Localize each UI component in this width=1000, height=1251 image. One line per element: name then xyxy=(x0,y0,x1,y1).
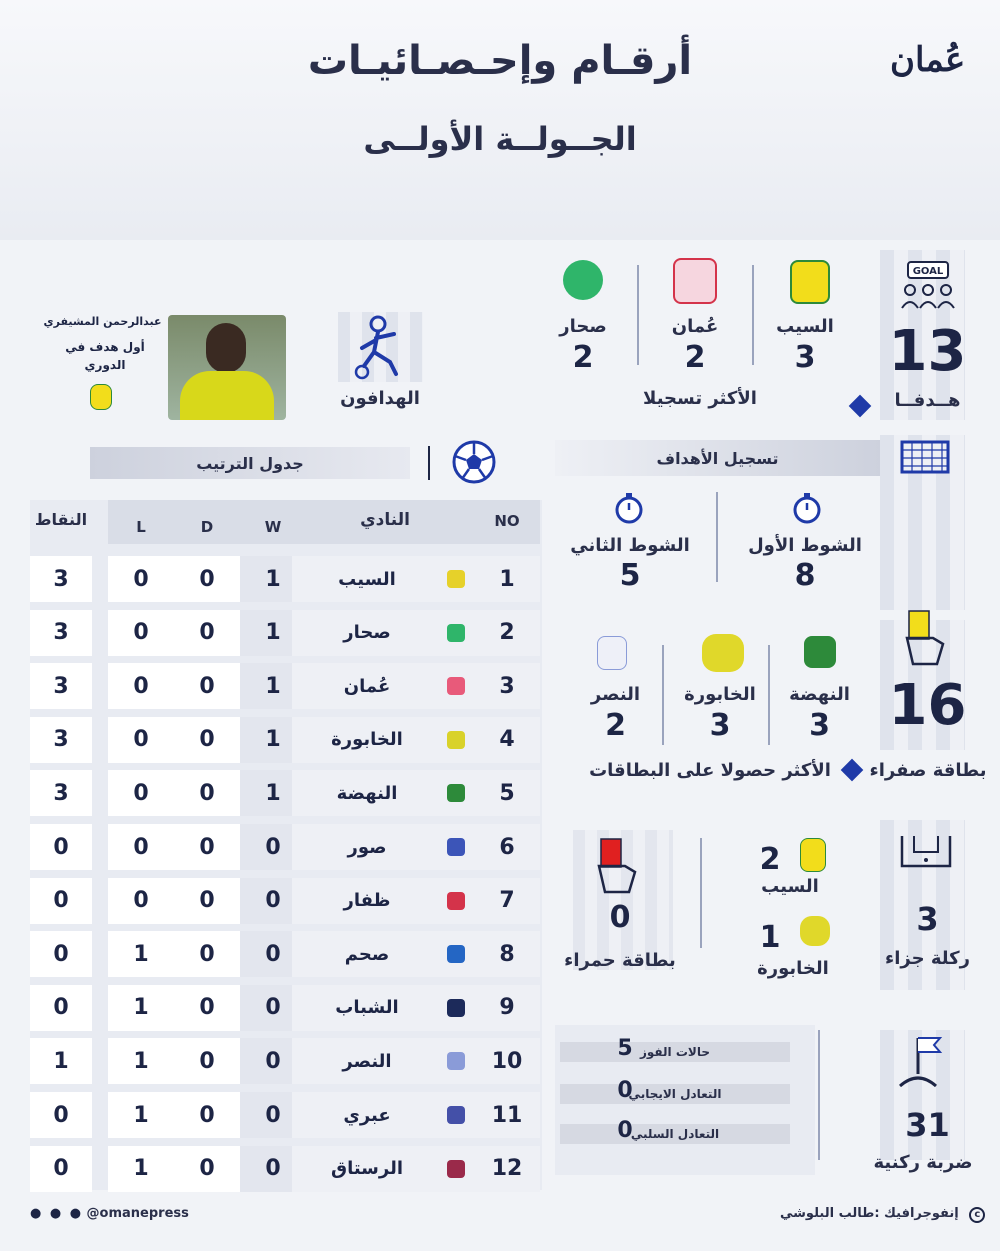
goals-total: 13 xyxy=(888,319,967,384)
points-cell: 3 xyxy=(30,717,92,763)
club-cell: النصر xyxy=(292,1038,442,1084)
divider xyxy=(818,1030,820,1160)
table-row xyxy=(30,1038,540,1084)
pen-team-2-value: 1 xyxy=(759,920,781,955)
nahda-crest xyxy=(804,636,836,668)
stopwatch-icon xyxy=(792,492,822,524)
result-value-wins: 5 xyxy=(617,1036,633,1061)
rank-cell: 3 xyxy=(474,663,540,709)
rank-cell: 6 xyxy=(474,824,540,870)
club-crest-swatch xyxy=(447,570,465,588)
draws-cell: 0 xyxy=(174,556,240,602)
club-crest-icon xyxy=(438,663,474,709)
club-cell: صحار xyxy=(292,610,442,656)
wins-cell: 0 xyxy=(240,1092,306,1138)
divider xyxy=(752,265,754,365)
losses-cell: 0 xyxy=(108,556,174,602)
club-crest-icon xyxy=(438,556,474,602)
col-points: النقاط xyxy=(34,510,88,529)
club-crest-icon xyxy=(438,717,474,763)
wins-cell: 0 xyxy=(240,1146,306,1192)
yellow-cards-total: 16 xyxy=(888,673,967,738)
club-crest-icon xyxy=(438,1146,474,1192)
club-crest-swatch xyxy=(447,677,465,695)
corner-flag-icon xyxy=(896,1030,956,1090)
rank-cell: 8 xyxy=(474,931,540,977)
losses-cell: 0 xyxy=(108,663,174,709)
table-row xyxy=(30,931,540,977)
wins-cell: 1 xyxy=(240,717,306,763)
second-half-value: 5 xyxy=(619,558,641,593)
draws-cell: 0 xyxy=(174,663,240,709)
yc-team-2-name: الخابورة xyxy=(684,684,756,705)
points-cell: 3 xyxy=(30,556,92,602)
rank-cell: 12 xyxy=(474,1146,540,1192)
rank-cell: 9 xyxy=(474,985,540,1031)
khaboura-crest xyxy=(800,916,830,946)
rank-cell: 10 xyxy=(474,1038,540,1084)
club-cell: الرستاق xyxy=(292,1146,442,1192)
football-icon xyxy=(452,440,496,484)
points-cell: 1 xyxy=(30,1038,92,1084)
club-crest-swatch xyxy=(447,1052,465,1070)
standings-header: جدول الترتيب xyxy=(90,447,410,479)
divider xyxy=(700,838,702,948)
result-value-positive-draw: 0 xyxy=(617,1078,633,1103)
most-scoring-label: الأكثر تسجيلا xyxy=(643,388,757,409)
points-cell: 0 xyxy=(30,1092,92,1138)
sohar-crest xyxy=(563,260,603,300)
wins-cell: 1 xyxy=(240,610,306,656)
club-crest-swatch xyxy=(447,1160,465,1178)
club-crest-swatch xyxy=(447,838,465,856)
draws-cell: 0 xyxy=(174,878,240,924)
player-club-crest xyxy=(90,384,112,410)
losses-cell: 0 xyxy=(108,770,174,816)
col-club: النادي xyxy=(360,510,410,530)
club-cell: عبري xyxy=(292,1092,442,1138)
points-cell: 0 xyxy=(30,1146,92,1192)
copyright-icon: c xyxy=(969,1207,985,1223)
col-w: W xyxy=(264,518,282,536)
club-crest-icon xyxy=(438,931,474,977)
divider xyxy=(637,265,639,365)
oman-crest xyxy=(673,258,717,304)
pen-team-2-name: الخابورة xyxy=(757,958,829,979)
club-cell: الخابورة xyxy=(292,717,442,763)
club-crest-swatch xyxy=(447,945,465,963)
club-crest-icon xyxy=(438,1092,474,1138)
rank-cell: 1 xyxy=(474,556,540,602)
social-handle[interactable]: ● ● ● @omanepress xyxy=(30,1206,189,1221)
divider xyxy=(428,446,430,480)
corners-total: 31 xyxy=(905,1106,950,1144)
club-cell: الشباب xyxy=(292,985,442,1031)
club-crest-icon xyxy=(438,985,474,1031)
club-cell: عُمان xyxy=(292,663,442,709)
col-l: L xyxy=(136,518,146,536)
oman-logo: عُمان xyxy=(890,40,966,80)
table-row xyxy=(30,610,540,656)
losses-cell: 1 xyxy=(108,1146,174,1192)
club-crest-swatch xyxy=(447,999,465,1017)
khaboura-crest xyxy=(702,634,744,672)
goals-team-1-name: السيب xyxy=(776,316,834,337)
draws-cell: 0 xyxy=(174,824,240,870)
table-row xyxy=(30,663,540,709)
wins-cell: 1 xyxy=(240,770,306,816)
goals-team-2-value: 2 xyxy=(684,340,706,375)
most-cards-label: الأكثر حصولا على البطاقات xyxy=(589,760,831,781)
losses-cell: 0 xyxy=(108,717,174,763)
wins-cell: 0 xyxy=(240,931,306,977)
yc-team-3-value: 2 xyxy=(605,708,626,743)
losses-cell: 0 xyxy=(108,878,174,924)
result-label-wins: حالات الفوز xyxy=(560,1042,790,1062)
losses-cell: 0 xyxy=(108,610,174,656)
player-note: أول هدف في الدوري xyxy=(65,340,145,372)
club-crest-swatch xyxy=(447,624,465,642)
draws-cell: 0 xyxy=(174,931,240,977)
goals-team-3-name: صحار xyxy=(559,316,607,337)
col-d: D xyxy=(200,518,214,536)
draws-cell: 0 xyxy=(174,1146,240,1192)
points-cell: 3 xyxy=(30,663,92,709)
club-cell: ظفار xyxy=(292,878,442,924)
divider xyxy=(716,492,718,582)
wins-cell: 0 xyxy=(240,878,306,924)
rank-cell: 7 xyxy=(474,878,540,924)
club-crest-icon xyxy=(438,770,474,816)
penalties-label: ركلة جزاء xyxy=(885,948,970,969)
club-cell: صحم xyxy=(292,931,442,977)
nasr-crest xyxy=(597,636,627,670)
social-icons: ● ● ● xyxy=(30,1206,84,1221)
table-row xyxy=(30,770,540,816)
draws-cell: 0 xyxy=(174,717,240,763)
table-row xyxy=(30,1092,540,1138)
points-cell: 0 xyxy=(30,931,92,977)
yc-team-2-value: 3 xyxy=(709,708,731,743)
points-cell: 3 xyxy=(30,770,92,816)
wins-cell: 1 xyxy=(240,556,306,602)
rank-cell: 11 xyxy=(474,1092,540,1138)
club-crest-icon xyxy=(438,610,474,656)
result-label-positive-draw: التعادل الايجابي xyxy=(560,1084,790,1104)
yellow-cards-label: بطاقة صفراء xyxy=(869,760,987,781)
pen-team-1-value: 2 xyxy=(759,842,781,877)
result-value-negative-draw: 0 xyxy=(617,1118,633,1143)
goals-team-3-value: 2 xyxy=(572,340,594,375)
wins-cell: 1 xyxy=(240,663,306,709)
losses-cell: 0 xyxy=(108,824,174,870)
draws-cell: 0 xyxy=(174,610,240,656)
penalty-box-icon xyxy=(898,832,954,872)
club-crest-icon xyxy=(438,1038,474,1084)
page-subtitle: الجــولــة الأولــى xyxy=(363,120,637,158)
club-crest-icon xyxy=(438,824,474,870)
red-card-icon xyxy=(595,836,639,898)
pen-team-1-name: السيب xyxy=(761,876,819,897)
wins-cell: 0 xyxy=(240,824,306,870)
seeb-crest xyxy=(790,260,830,304)
points-cell: 0 xyxy=(30,985,92,1031)
page-title: أرقـام وإحـصـائيـات xyxy=(307,38,693,84)
yc-team-3-name: النصر xyxy=(590,684,641,705)
table-row xyxy=(30,717,540,763)
diamond-marker xyxy=(849,395,872,418)
goals-total-label: هــدفــا xyxy=(894,390,961,411)
draws-cell: 0 xyxy=(174,770,240,816)
yc-team-1-name: النهضة xyxy=(789,684,850,705)
points-cell: 0 xyxy=(30,824,92,870)
table-row xyxy=(30,824,540,870)
rank-cell: 2 xyxy=(474,610,540,656)
corners-label: ضربة ركنية xyxy=(873,1152,973,1173)
scorers-label: الهدافون xyxy=(340,388,420,409)
goal-net-icon xyxy=(898,438,952,476)
club-crest-swatch xyxy=(447,892,465,910)
goal-crowd-icon xyxy=(898,258,958,313)
red-cards-label: بطاقة حمراء xyxy=(564,950,676,971)
second-half-label: الشوط الثاني xyxy=(570,535,690,556)
losses-cell: 1 xyxy=(108,1038,174,1084)
table-row xyxy=(30,556,540,602)
first-half-value: 8 xyxy=(794,558,816,593)
points-cell: 0 xyxy=(30,878,92,924)
draws-cell: 0 xyxy=(174,1092,240,1138)
credit: إنفوجرافيك :طالب البلوشي c xyxy=(780,1206,985,1223)
kicking-player-icon xyxy=(350,314,412,380)
result-label-negative-draw: التعادل السلبي xyxy=(560,1124,790,1144)
club-cell: النهضة xyxy=(292,770,442,816)
rank-cell: 4 xyxy=(474,717,540,763)
losses-cell: 1 xyxy=(108,1092,174,1138)
table-row xyxy=(30,878,540,924)
svg-text:GOAL: GOAL xyxy=(912,266,944,277)
club-cell: صور xyxy=(292,824,442,870)
club-crest-swatch xyxy=(447,784,465,802)
col-no: NO xyxy=(494,512,520,530)
penalties-total: 3 xyxy=(916,900,939,938)
goals-team-1-value: 3 xyxy=(794,340,816,375)
wins-cell: 0 xyxy=(240,1038,306,1084)
club-cell: السيب xyxy=(292,556,442,602)
club-crest-icon xyxy=(438,878,474,924)
losses-cell: 1 xyxy=(108,985,174,1031)
stopwatch-icon xyxy=(614,492,644,524)
red-cards-value: 0 xyxy=(609,900,631,935)
goal-timing-header: تسجيل الأهداف xyxy=(555,440,880,476)
goals-team-2-name: عُمان xyxy=(671,316,719,337)
table-row xyxy=(30,1146,540,1192)
points-cell: 3 xyxy=(30,610,92,656)
draws-cell: 0 xyxy=(174,1038,240,1084)
first-half-label: الشوط الأول xyxy=(748,535,862,556)
yellow-card-icon xyxy=(903,608,947,668)
player-photo xyxy=(168,315,286,420)
club-crest-swatch xyxy=(447,1106,465,1124)
draws-cell: 0 xyxy=(174,985,240,1031)
rank-cell: 5 xyxy=(474,770,540,816)
yc-team-1-value: 3 xyxy=(809,708,830,743)
player-name: عبدالرحمن المشيفري xyxy=(43,315,162,328)
club-crest-swatch xyxy=(447,731,465,749)
table-row xyxy=(30,985,540,1031)
losses-cell: 1 xyxy=(108,931,174,977)
seeb-crest xyxy=(800,838,826,872)
wins-cell: 0 xyxy=(240,985,306,1031)
